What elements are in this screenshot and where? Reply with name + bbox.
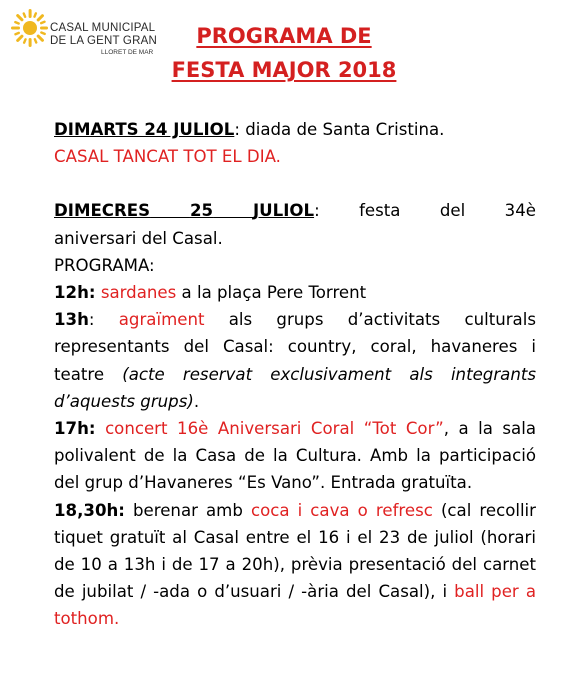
day2-date-weekday: DIMECRES [54,201,151,221]
day2-date-day: 25 [189,201,214,221]
event-1830h-text-1: berenar amb [124,500,251,520]
day2-desc-1: festa [359,201,401,221]
day2-date-month: JULIOL [252,201,315,221]
event-13h-time: 13h [54,310,89,330]
logo-line-2: DE LA GENT GRAN [50,35,157,47]
event-13h [54,306,536,415]
event-17h-time: 17h: [54,419,96,439]
day2-line [54,197,536,224]
day2-date [54,201,314,220]
event-13h-note: (acte reservat exclusivament als integrants d’aquests grups) [54,364,536,411]
day2-desc-end: aniversari del Casal. [54,228,223,248]
event-13h-text: als grups d’activitats culturals representants del Casal: country, coral, havaneres i teatre [54,310,536,384]
title-line-1: PROGRAMA DE [196,24,372,48]
event-1830h-text-2: (cal recollir tiquet gratuït al Casal entre el 16 i el 23 de juliol (horari de 10 a 13h i de 17 a 20h), prèvia presentació del carnet de jubilat / -ada o d’usuari / -ària del Casal), i [54,500,536,602]
program-label: PROGRAMA: [54,255,155,275]
event-12h-time: 12h: [54,283,96,303]
event-13h-end: . [193,391,200,411]
event-1830h [54,497,536,633]
event-1830h-highlight-1: coca i cava o refresc [250,500,433,520]
event-17h [54,415,536,497]
event-1830h-highlight-2: ball per a tothom. [54,582,536,629]
day2-colon: : [314,201,320,221]
day1-notice: CASAL TANCAT TOT EL DIA. [54,147,281,167]
day1-desc: diada de Santa Cristina. [239,120,445,139]
logo-line-3: LLORET DE MAR [101,49,154,56]
program-content [54,116,536,633]
event-12h-highlight: sardanes [100,283,177,303]
day1-colon: : [234,120,240,139]
event-12h [54,279,536,306]
day1-line [54,116,536,143]
event-17h-text: , a la sala polivalent de la Casa de la Cultura. Amb la participació del grup d’Havaneres “Es Vano”. Entrada gratuïta. [54,419,537,493]
event-13h-colon: : [88,310,95,330]
title-line-2: FESTA MAJOR 2018 [171,58,397,82]
event-12h-text: a la plaça Pere Torrent [176,283,367,303]
day2-desc-2: del [439,201,466,221]
day2-desc-3: 34è [504,201,536,221]
event-1830h-time: 18,30h: [54,500,125,520]
logo-line-1: CASAL MUNICIPAL [50,22,156,34]
event-17h-highlight: concert 16è Aniversari Coral “Tot Cor” [105,419,444,439]
day1-date: DIMARTS 24 JULIOL [54,120,235,139]
event-13h-highlight: agraïment [118,310,205,330]
